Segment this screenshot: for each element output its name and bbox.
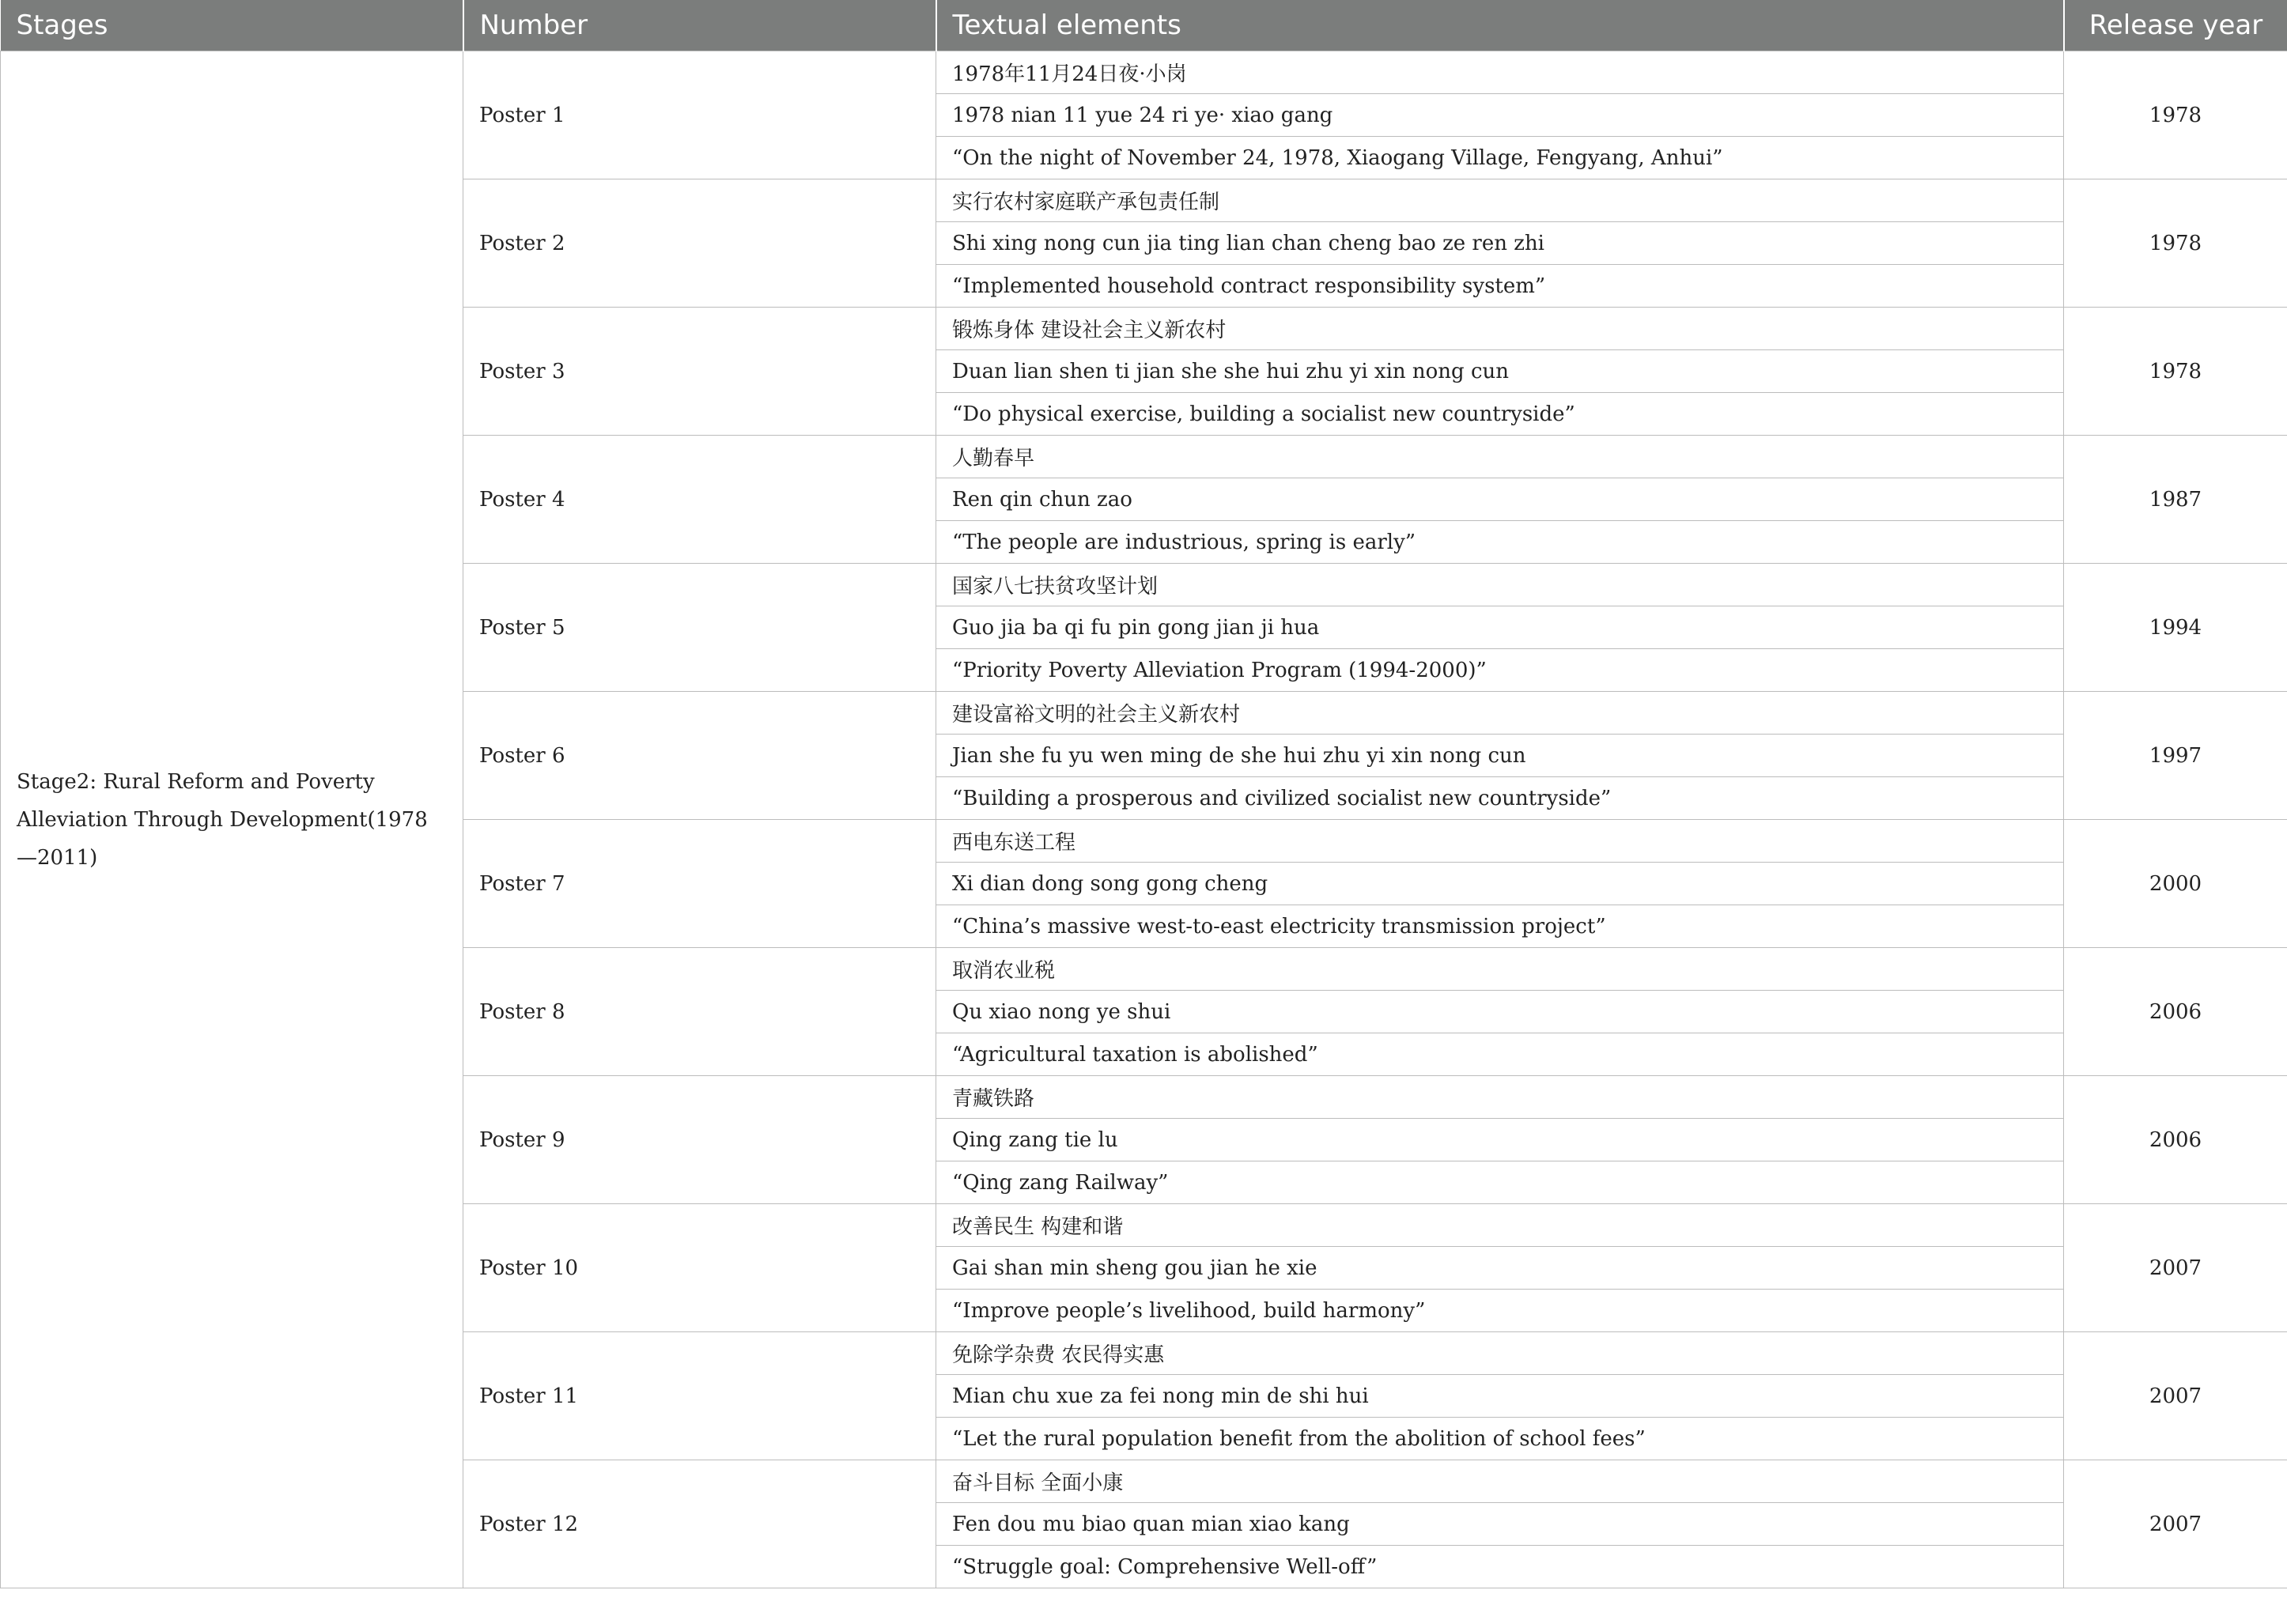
table-body — [1, 51, 2287, 1588]
header-number: Number — [463, 0, 936, 51]
textual-element-cell: Ren qin chun zao — [936, 478, 2064, 521]
release-year-cell: 2007 — [2064, 1332, 2287, 1460]
textual-element-cell: 1978 nian 11 yue 24 ri ye· xiao gang — [936, 94, 2064, 137]
textual-element-cell: 取消农业税 — [936, 948, 2064, 991]
release-year-cell: 1987 — [2064, 436, 2287, 564]
textual-element-cell: “Agricultural taxation is abolished” — [936, 1033, 2064, 1076]
release-year-cell: 2006 — [2064, 1076, 2287, 1204]
header-release-year: Release year — [2064, 0, 2287, 51]
textual-element-cell: “Do physical exercise, building a socialist new countryside” — [936, 393, 2064, 436]
stage-cell: Stage2: Rural Reform and Poverty Alleviation Through Development(1978—2011) — [1, 51, 463, 1588]
release-year-cell: 2000 — [2064, 820, 2287, 948]
textual-element-cell: 免除学杂费 农民得实惠 — [936, 1332, 2064, 1375]
textual-element-cell: 1978年11月24日夜·小岗 — [936, 51, 2064, 94]
poster-number-cell: Poster 8 — [463, 948, 936, 1076]
release-year-cell: 2006 — [2064, 948, 2287, 1076]
release-year-cell: 1978 — [2064, 308, 2287, 436]
textual-element-cell: “Let the rural population benefit from the abolition of school fees” — [936, 1418, 2064, 1460]
textual-element-cell: “Priority Poverty Alleviation Program (1994-2000)” — [936, 649, 2064, 692]
textual-element-cell: Jian she fu yu wen ming de she hui zhu yi xin nong cun — [936, 735, 2064, 777]
release-year-cell: 2007 — [2064, 1204, 2287, 1332]
poster-number-cell: Poster 6 — [463, 692, 936, 820]
textual-element-cell: 青藏铁路 — [936, 1076, 2064, 1119]
release-year-cell: 1978 — [2064, 51, 2287, 179]
release-year-cell: 1997 — [2064, 692, 2287, 820]
textual-element-cell: “On the night of November 24, 1978, Xiaogang Village, Fengyang, Anhui” — [936, 137, 2064, 179]
textual-element-cell: Qu xiao nong ye shui — [936, 991, 2064, 1033]
release-year-cell: 1978 — [2064, 179, 2287, 308]
poster-number-cell: Poster 11 — [463, 1332, 936, 1460]
textual-element-cell: Xi dian dong song gong cheng — [936, 863, 2064, 905]
textual-element-cell: 建设富裕文明的社会主义新农村 — [936, 692, 2064, 735]
textual-element-cell: “Building a prosperous and civilized socialist new countryside” — [936, 777, 2064, 820]
poster-number-cell: Poster 2 — [463, 179, 936, 308]
textual-element-cell: 人勤春早 — [936, 436, 2064, 478]
textual-element-cell: 锻炼身体 建设社会主义新农村 — [936, 308, 2064, 350]
textual-element-cell: 奋斗目标 全面小康 — [936, 1460, 2064, 1503]
textual-element-cell: Gai shan min sheng gou jian he xie — [936, 1247, 2064, 1290]
textual-element-cell: Qing zang tie lu — [936, 1119, 2064, 1161]
poster-number-cell: Poster 3 — [463, 308, 936, 436]
poster-number-cell: Poster 7 — [463, 820, 936, 948]
textual-element-cell: 实行农村家庭联产承包责任制 — [936, 179, 2064, 222]
textual-element-cell: “The people are industrious, spring is early” — [936, 521, 2064, 564]
table-row — [1, 51, 2287, 94]
release-year-cell: 2007 — [2064, 1460, 2287, 1588]
poster-number-cell: Poster 9 — [463, 1076, 936, 1204]
textual-element-cell: 西电东送工程 — [936, 820, 2064, 863]
table-header — [1, 0, 2287, 51]
poster-number-cell: Poster 4 — [463, 436, 936, 564]
textual-element-cell: “China’s massive west-to-east electricity transmission project” — [936, 905, 2064, 948]
textual-element-cell: Shi xing nong cun jia ting lian chan cheng bao ze ren zhi — [936, 222, 2064, 265]
textual-element-cell: “Qing zang Railway” — [936, 1161, 2064, 1204]
header-stages: Stages — [1, 0, 463, 51]
poster-number-cell: Poster 10 — [463, 1204, 936, 1332]
textual-element-cell: 改善民生 构建和谐 — [936, 1204, 2064, 1247]
textual-element-cell: Fen dou mu biao quan mian xiao kang — [936, 1503, 2064, 1546]
release-year-cell: 1994 — [2064, 564, 2287, 692]
textual-element-cell: Mian chu xue za fei nong min de shi hui — [936, 1375, 2064, 1418]
poster-number-cell: Poster 1 — [463, 51, 936, 179]
textual-element-cell: “Struggle goal: Comprehensive Well-off” — [936, 1546, 2064, 1588]
textual-element-cell: “Improve people’s livelihood, build harmony” — [936, 1290, 2064, 1332]
textual-element-cell: Duan lian shen ti jian she she hui zhu yi xin nong cun — [936, 350, 2064, 393]
textual-element-cell: “Implemented household contract responsibility system” — [936, 265, 2064, 308]
textual-element-cell: 国家八七扶贫攻坚计划 — [936, 564, 2064, 606]
poster-number-cell: Poster 5 — [463, 564, 936, 692]
header-textual-elements: Textual elements — [936, 0, 2064, 51]
poster-number-cell: Poster 12 — [463, 1460, 936, 1588]
textual-element-cell: Guo jia ba qi fu pin gong jian ji hua — [936, 606, 2064, 649]
